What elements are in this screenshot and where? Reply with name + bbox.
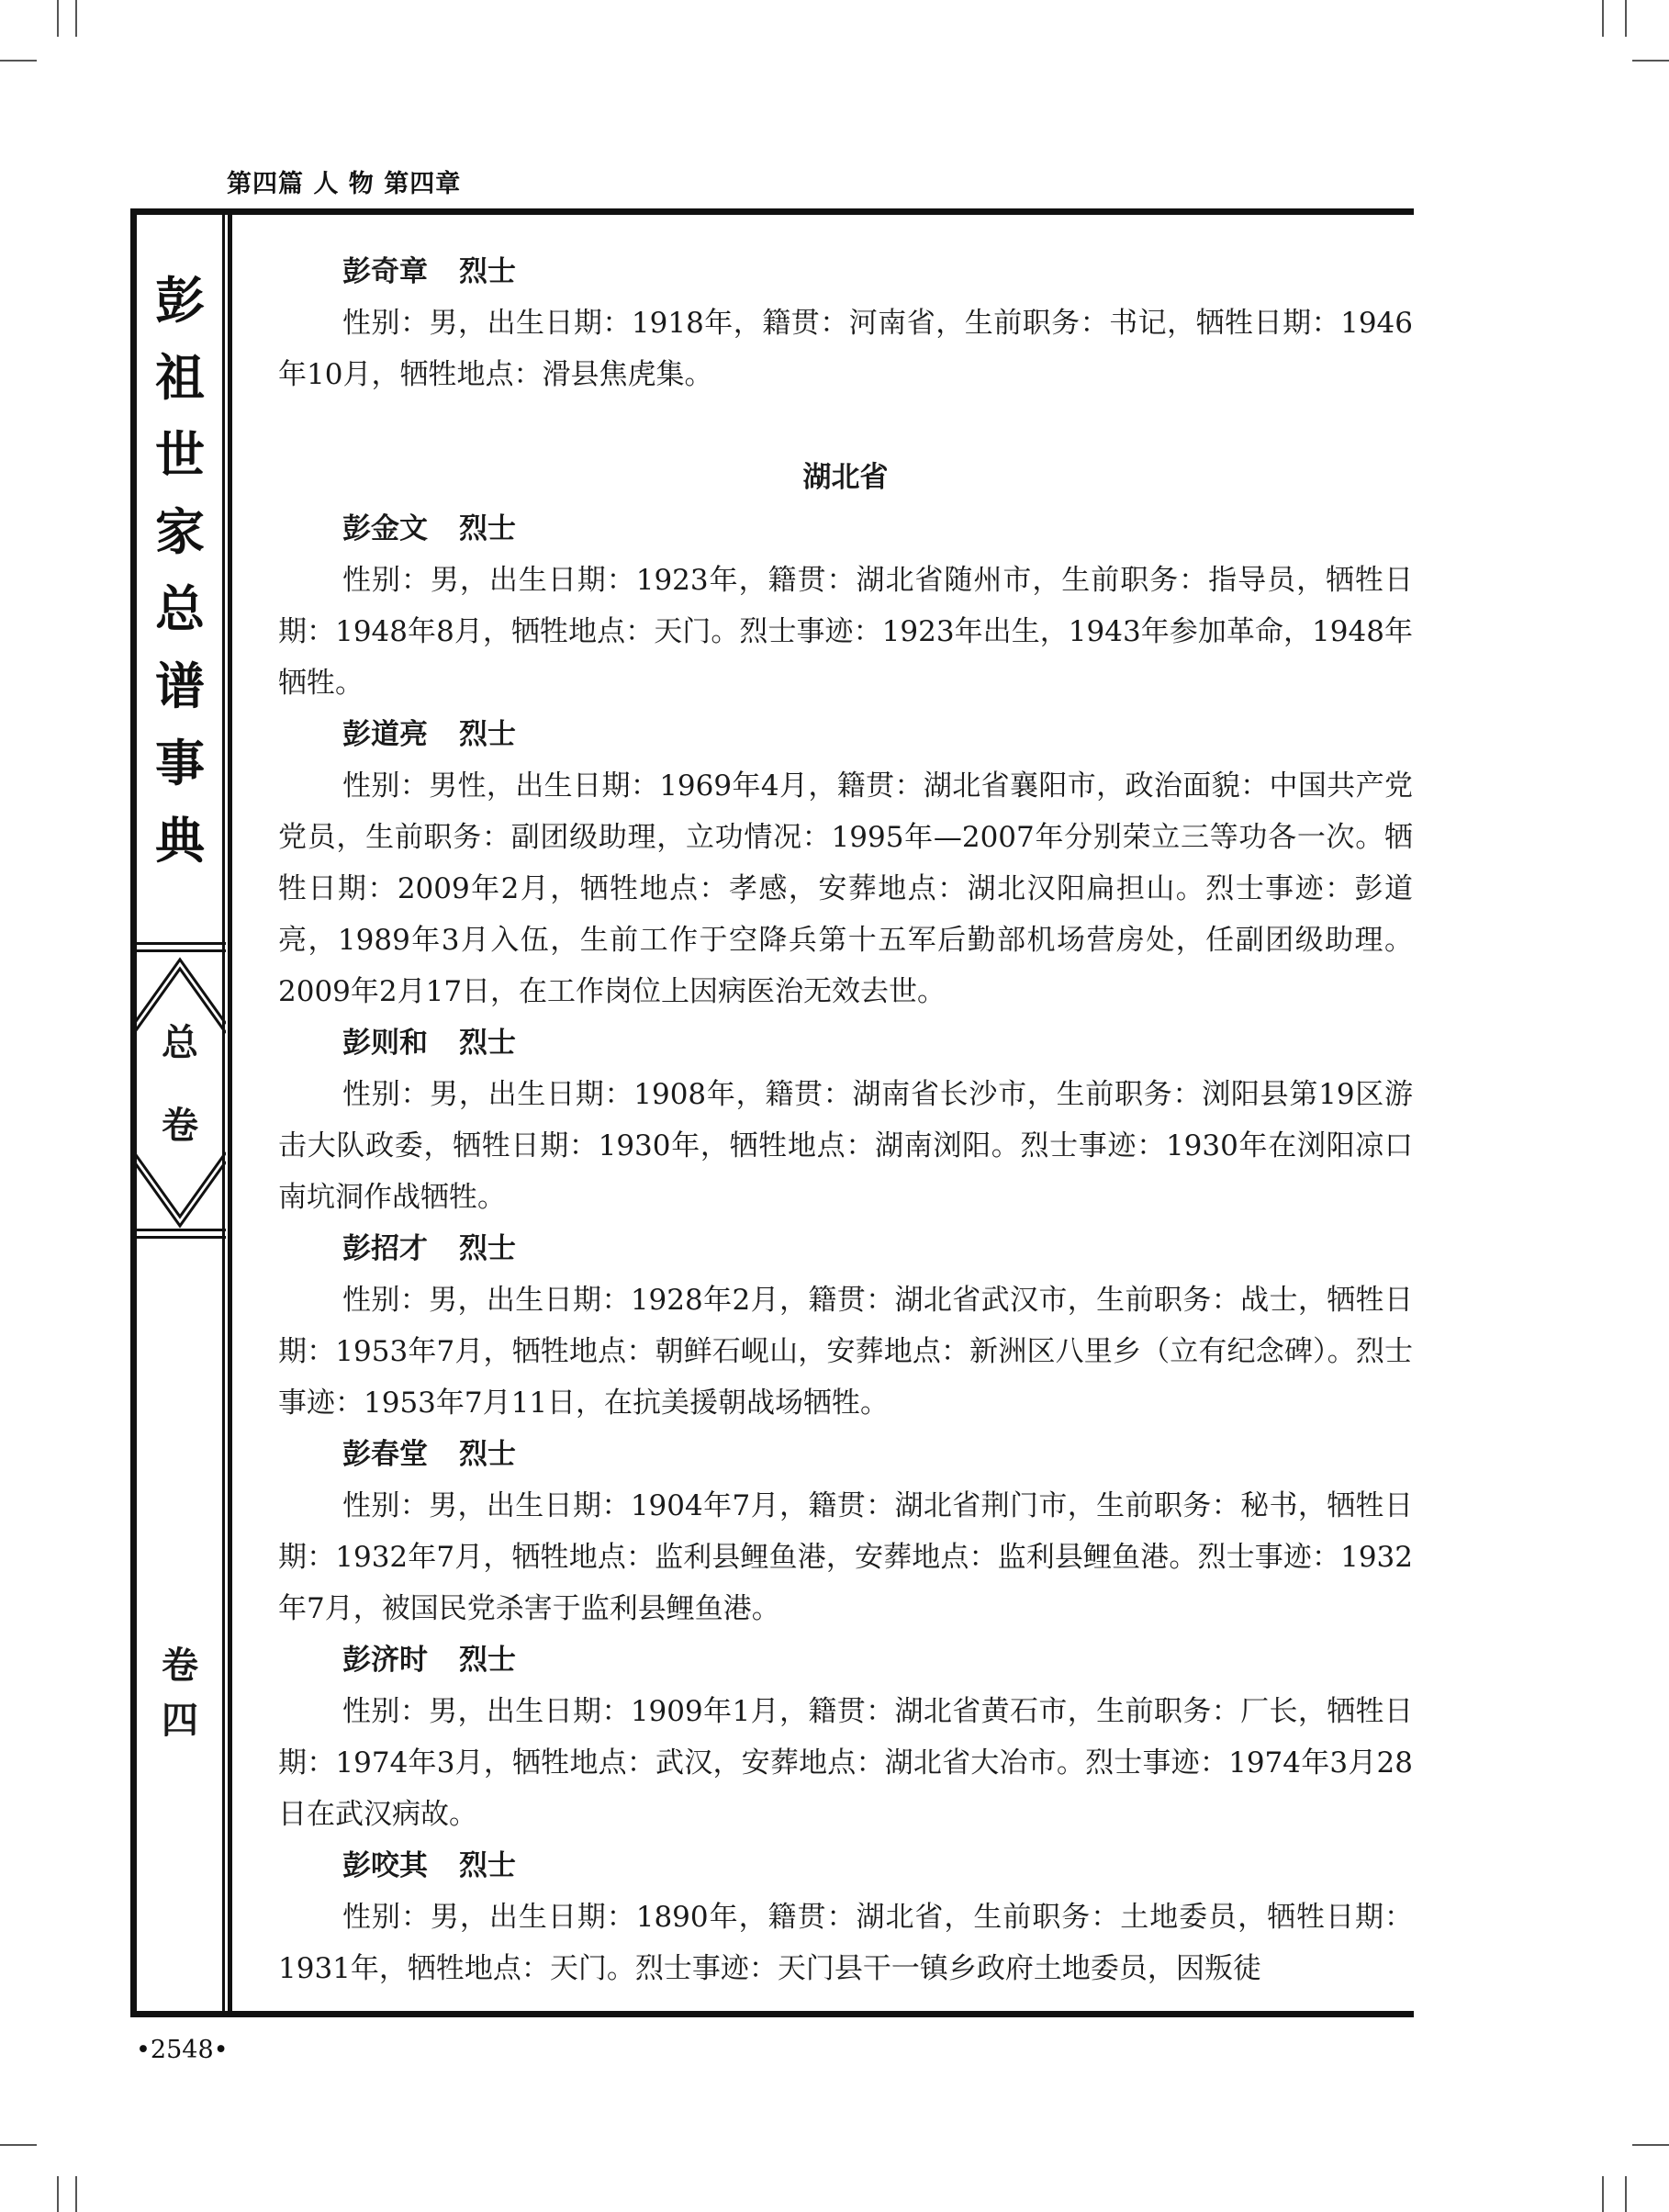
crop-mark bbox=[1632, 2144, 1669, 2146]
entry-heading bbox=[278, 1840, 1413, 1892]
entry-text: 性别：男性，出生日期：1969年4月，籍贯：湖北省襄阳市，政治面貌：中国共产党党员，生前职务：副团级助理，立功情况：1995年—2007年分别荣立三等功各一次。牺牲日期：2009年2月，牺牲地点：孝感，安葬地点：湖北汉阳扁担山。烈士事迹：彭道亮，1989年3月入伍，生前工作于空降兵第十五军后勤部机场营房处，任副团级助理。2009年2月17日，在工作岗位上因病医治无效去世。 bbox=[278, 769, 1413, 1008]
entry-title: 烈士 bbox=[459, 1438, 516, 1471]
entry-name: 彭则和 bbox=[342, 1027, 428, 1060]
entry-heading bbox=[278, 1429, 1413, 1480]
bottom-rule bbox=[130, 2011, 1414, 2017]
entry-heading bbox=[278, 246, 1413, 298]
entry-heading bbox=[278, 503, 1413, 555]
side-divider bbox=[134, 942, 226, 945]
frame-content-border bbox=[228, 208, 232, 2017]
entry-heading bbox=[278, 1223, 1413, 1274]
entry-heading bbox=[278, 1017, 1413, 1069]
crop-mark bbox=[57, 2176, 59, 2212]
running-header: 第四篇 人 物 第四章 bbox=[227, 170, 462, 198]
entry-text: 性别：男，出生日期：1909年1月，籍贯：湖北省黄石市，生前职务：厂长，牺牲日期：1974年3月，牺牲地点：武汉，安葬地点：湖北省大冶市。烈士事迹：1974年3月28日在武汉病故。 bbox=[278, 1695, 1413, 1831]
crop-mark bbox=[0, 60, 37, 62]
entry-text: 性别：男，出生日期：1904年7月，籍贯：湖北省荆门市，生前职务：秘书，牺牲日期：1932年7月，牺牲地点：监利县鲤鱼港，安葬地点：监利县鲤鱼港。烈士事迹：1932年7月，被国民党杀害于监利县鲤鱼港。 bbox=[278, 1489, 1413, 1625]
entry-name: 彭咬其 bbox=[342, 1849, 428, 1882]
juan-char: 四 bbox=[162, 1700, 198, 1742]
entry-name: 彭招才 bbox=[342, 1232, 428, 1265]
volume-label bbox=[134, 1024, 226, 1145]
entry-text: 性别：男，出生日期：1923年，籍贯：湖北省随州市，生前职务：指导员，牺牲日期：1948年8月，牺牲地点：天门。烈士事迹：1923年出生，1943年参加革命，1948年牺牲。 bbox=[278, 564, 1413, 700]
entry-name: 彭济时 bbox=[342, 1644, 428, 1677]
crop-mark bbox=[1625, 0, 1627, 37]
entry-text: 性别：男，出生日期：1918年，籍贯：河南省，生前职务：书记，牺牲日期：1946年10月，牺牲地点：滑县焦虎集。 bbox=[278, 307, 1413, 391]
side-divider bbox=[134, 949, 226, 952]
title-char: 谱 bbox=[155, 657, 205, 715]
juan-label bbox=[134, 1645, 226, 1741]
entry-title: 烈士 bbox=[459, 255, 516, 288]
title-char: 事 bbox=[155, 735, 205, 792]
page-number: •2548• bbox=[136, 2036, 229, 2064]
volume-badge bbox=[134, 955, 226, 1230]
title-char: 典 bbox=[155, 812, 205, 870]
title-char: 总 bbox=[155, 580, 205, 638]
section-heading: 湖北省 bbox=[802, 461, 889, 494]
entry-text: 性别：男，出生日期：1928年2月，籍贯：湖北省武汉市，生前职务：战士，牺牲日期：1953年7月，牺牲地点：朝鲜石岘山，安葬地点：新洲区八里乡（立有纪念碑）。烈士事迹：1953年7月11日，在抗美援朝战场牺牲。 bbox=[278, 1284, 1413, 1420]
top-rule bbox=[130, 208, 1414, 215]
volume-char: 总 bbox=[162, 1022, 198, 1064]
crop-mark bbox=[1625, 2176, 1627, 2212]
entry-title: 烈士 bbox=[459, 1644, 516, 1677]
crop-mark bbox=[1602, 0, 1604, 37]
crop-mark bbox=[57, 0, 59, 37]
title-char: 家 bbox=[155, 503, 205, 561]
entry-name: 彭奇章 bbox=[342, 255, 428, 288]
title-char: 祖 bbox=[155, 349, 205, 407]
juan-char: 卷 bbox=[162, 1645, 198, 1687]
crop-mark bbox=[0, 2144, 37, 2146]
entry-text: 性别：男，出生日期：1908年，籍贯：湖南省长沙市，生前职务：浏阳县第19区游击大队政委，牺牲日期：1930年，牺牲地点：湖南浏阳。烈士事迹：1930年在浏阳凉口南坑洞作战牺牲。 bbox=[278, 1078, 1413, 1214]
entry-heading bbox=[278, 1634, 1413, 1686]
entry-text: 性别：男，出生日期：1890年，籍贯：湖北省，生前职务：土地委员，牺牲日期：1931年，牺牲地点：天门。烈士事迹：天门县干一镇乡政府土地委员，因叛徒 bbox=[278, 1901, 1413, 1985]
crop-mark bbox=[75, 2176, 77, 2212]
main-content bbox=[278, 246, 1413, 1994]
title-char: 世 bbox=[155, 426, 205, 484]
entry-title: 烈士 bbox=[459, 1849, 516, 1882]
entry-heading bbox=[278, 709, 1413, 760]
crop-mark bbox=[1632, 60, 1669, 62]
entry-name: 彭春堂 bbox=[342, 1438, 428, 1471]
entry-name: 彭金文 bbox=[342, 512, 428, 545]
entry-title: 烈士 bbox=[459, 1027, 516, 1060]
title-char: 彭 bbox=[155, 272, 205, 330]
entry-title: 烈士 bbox=[459, 512, 516, 545]
entry-title: 烈士 bbox=[459, 1232, 516, 1265]
volume-char: 卷 bbox=[162, 1105, 198, 1147]
entry-name: 彭道亮 bbox=[342, 718, 428, 751]
crop-mark bbox=[75, 0, 77, 37]
side-divider bbox=[134, 1236, 226, 1239]
entry-title: 烈士 bbox=[459, 718, 516, 751]
crop-mark bbox=[1602, 2176, 1604, 2212]
book-title-vertical bbox=[134, 272, 226, 870]
